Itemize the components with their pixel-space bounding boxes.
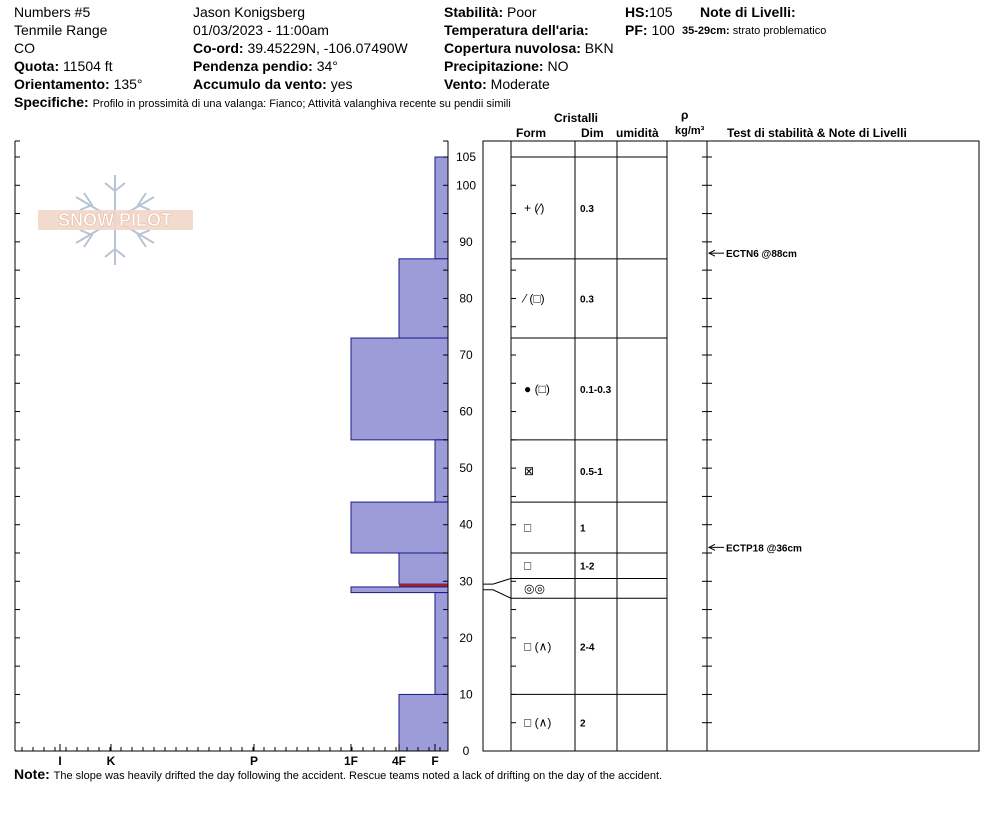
crystal-size-5: 1-2 [580,561,595,573]
wind-value: Moderate [490,76,550,92]
observation-datetime: 01/03/2023 - 11:00am [193,22,329,38]
pf-label: PF: [625,22,648,38]
sky-value: BKN [584,40,614,56]
wind-label: Vento: [444,76,487,92]
crystal-size-0: 0.3 [580,203,594,215]
stability-tests-header: Test di stabilità & Note di Livelli [727,126,907,140]
stability-test-label-0: ECTN6 @88cm [726,249,797,261]
crystal-size-4: 1 [580,523,586,535]
wind-loading-label: Accumulo da vento: [193,76,327,92]
y-tick-label: 80 [459,291,473,306]
rho-header: ρ [681,108,689,122]
y-tick-label: 20 [459,630,473,645]
footer-note-text: The slope was heavily drifted the day following the accident. Rescue teams noted a lack of drifting on the day of the accident. [53,770,663,782]
hardness-tick-label: K [106,754,116,768]
air-temp-label: Temperatura dell'aria: [444,22,589,38]
y-tick-label: 70 [459,348,473,362]
crystal-size-1: 0.3 [580,294,594,306]
y-tick-label: 100 [455,178,477,193]
stability-label: Stabilità: [444,4,504,20]
coord-value: 39.45229N, -106.07490W [247,40,408,56]
precip-label: Precipitazione: [444,58,544,74]
crystal-size-3: 0.5-1 [580,466,603,478]
elevation-label: Quota: [14,58,60,74]
pit-title: Numbers #5 [14,4,91,20]
crystals-header: Cristalli [554,111,599,125]
y-tick-label: 0 [462,744,470,758]
specifics-text: Profilo in prossimità di una valanga: Fianco; Attività valanghiva recente su pendii simili [92,98,511,110]
crystal-form-7: □ (∧) [524,639,552,654]
layer-connector [483,590,511,598]
density-unit-header: kg/m³ [675,125,705,137]
crystal-form-5: □ [524,558,532,573]
stability-value: Poor [507,4,537,20]
hardness-tick-label: P [249,754,259,768]
hardness-tick-label: F [431,754,439,768]
range-name: Tenmile Range [14,22,108,38]
crystal-form-3: ⊠ [524,463,535,478]
slope-value: 34° [316,58,338,74]
crystal-form-4: □ [524,520,532,535]
hardness-tick-label: 1F [343,754,359,768]
hardness-tick-label: I [58,754,62,768]
aspect-value: 135° [113,76,143,92]
wind-loading-value: yes [330,76,353,92]
crystal-form-2: ● (□) [524,381,550,396]
y-tick-label: 90 [459,234,473,249]
aspect-label: Orientamento: [14,76,110,92]
specifics-label: Specifiche: [14,94,89,110]
y-tick-label: 105 [455,150,477,164]
y-tick-label: 30 [459,574,473,589]
form-header: Form [516,126,546,140]
hs-label: HS: [625,4,650,20]
stability-test-label-1: ECTP18 @36cm [726,543,802,555]
y-tick-label: 40 [459,517,473,532]
coord-label: Co-ord: [193,40,244,56]
table-border [483,141,979,751]
footer-note-label: Note: [14,766,50,782]
layer-connector [483,578,511,584]
y-tick-label: 60 [459,404,473,419]
crystal-form-0: + (⁄) [524,200,545,215]
moisture-header: umidità [616,126,659,140]
watermark-text: SNOW PILOT [58,210,172,230]
crystal-form-1: ⁄ (□) [524,291,545,306]
state-name: CO [14,40,35,56]
hs-value: 105 [649,4,673,20]
layer-note-text: strato problematico [732,25,827,37]
size-header: Dim [581,126,604,140]
sky-label: Copertura nuvolosa: [444,40,581,56]
crystal-size-8: 2 [580,718,586,730]
observer-name: Jason Konigsberg [193,4,306,20]
precip-value: NO [547,58,569,74]
crystal-form-8: □ (∧) [524,715,552,730]
y-tick-label: 50 [459,461,473,476]
footer-note-row [14,766,662,785]
pf-value: 100 [651,22,675,38]
hardness-tick-label: 4F [391,754,407,768]
y-tick-label: 10 [459,687,473,702]
crystal-size-2: 0.1-0.3 [580,384,612,396]
crystal-form-6: ◎◎ [524,581,545,596]
crystal-size-7: 2-4 [580,642,595,654]
slope-label: Pendenza pendio: [193,58,313,74]
layer-notes-label: Note di Livelli: [700,4,796,20]
layer-note-range: 35-29cm: [682,25,730,37]
elevation-value: 11504 ft [63,58,113,74]
